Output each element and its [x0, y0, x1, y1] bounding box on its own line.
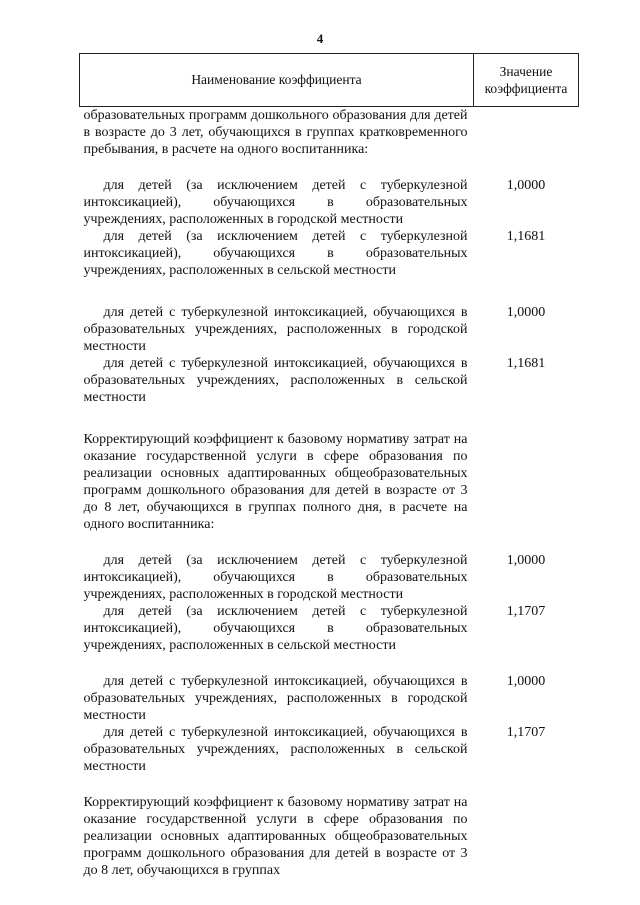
coefficient-name-cell [80, 107, 474, 159]
coefficient-name-cell [80, 304, 474, 355]
page-number: 4 [316, 31, 324, 46]
coefficient-value-cell [474, 304, 579, 355]
item-value: 1,1681 [506, 229, 546, 244]
table-row [80, 355, 579, 406]
coefficient-name-cell [80, 673, 474, 724]
coefficient-value-cell [474, 724, 579, 775]
table-row [80, 431, 579, 533]
spacer-row [80, 775, 579, 794]
item-value: 1,0000 [506, 553, 546, 568]
coefficient-value-cell [474, 228, 579, 279]
item-value: 1,1681 [506, 356, 546, 371]
item-text: для детей с туберкулезной интоксикацией, обучающихся в образовательных учреждениях, расположенных в городской местности [83, 305, 468, 354]
spacer-row [80, 533, 579, 552]
coefficient-value-cell [474, 603, 579, 654]
coefficient-name-cell [80, 794, 474, 879]
spacer-row [80, 406, 579, 431]
item-text: для детей (за исключением детей с туберкулезной интоксикацией), обучающихся в образовательных учреждениях, расположенных в сельской местности [83, 229, 468, 278]
table-row [80, 603, 579, 654]
table-header-row [80, 54, 579, 107]
table-row [80, 107, 579, 159]
coefficient-name-cell [80, 552, 474, 603]
coefficient-name-cell [80, 355, 474, 406]
section-heading-text: Корректирующий коэффициент к базовому нормативу затрат на оказание государственной услуги в сфере образования по реализации основных адаптированных общеобразовательных программ дошкольного образования для детей в возрасте от 3 до 8 лет, обучающихся в группах [83, 795, 468, 878]
item-value: 1,1707 [506, 604, 546, 619]
header-coefficient-name: Наименование коэффициента [80, 54, 474, 107]
table-row [80, 724, 579, 775]
item-value: 1,1707 [506, 725, 546, 740]
coefficient-value-cell [474, 107, 579, 159]
header-value-line2: коэффициента [484, 81, 568, 96]
coefficient-value-cell [474, 673, 579, 724]
coefficient-table [79, 53, 579, 879]
table-row [80, 177, 579, 228]
coefficient-value-cell [474, 431, 579, 533]
header-value-line1: Значение [499, 64, 553, 79]
coefficient-name-cell [80, 603, 474, 654]
coefficient-value-cell [474, 355, 579, 406]
intro-text: образовательных программ дошкольного образования для детей в возрасте до 3 лет, обучающихся в группах кратковременного пребывания, в расчете на одного воспитанника: [83, 108, 468, 157]
table-row [80, 304, 579, 355]
coefficient-value-cell [474, 177, 579, 228]
header-coefficient-value [474, 54, 579, 107]
table-row [80, 794, 579, 879]
item-text: для детей с туберкулезной интоксикацией, обучающихся в образовательных учреждениях, расположенных в сельской местности [83, 356, 468, 405]
spacer-row [80, 158, 579, 177]
item-text: для детей с туберкулезной интоксикацией, обучающихся в образовательных учреждениях, расположенных в городской местности [83, 674, 468, 723]
coefficient-name-cell [80, 431, 474, 533]
table-row [80, 673, 579, 724]
table-row [80, 552, 579, 603]
item-value: 1,0000 [506, 305, 546, 320]
spacer-row [80, 279, 579, 304]
item-text: для детей с туберкулезной интоксикацией, обучающихся в образовательных учреждениях, расположенных в сельской местности [83, 725, 468, 774]
section-heading-text: Корректирующий коэффициент к базовому нормативу затрат на оказание государственной услуги в сфере образования по реализации основных адаптированных общеобразовательных программ дошкольного образования для детей в возрасте от 3 до 8 лет, обучающихся в группах полного дня, в расчете на одного воспитанника: [83, 432, 468, 532]
item-text: для детей (за исключением детей с туберкулезной интоксикацией), обучающихся в образовательных учреждениях, расположенных в городской местности [83, 178, 468, 227]
coefficient-value-cell [474, 552, 579, 603]
table-row [80, 228, 579, 279]
coefficient-name-cell [80, 177, 474, 228]
item-value: 1,0000 [506, 178, 546, 193]
item-text: для детей (за исключением детей с туберкулезной интоксикацией), обучающихся в образовательных учреждениях, расположенных в городской местности [83, 553, 468, 602]
coefficient-name-cell [80, 228, 474, 279]
coefficient-value-cell [474, 794, 579, 879]
coefficient-name-cell [80, 724, 474, 775]
item-value: 1,0000 [506, 674, 546, 689]
spacer-row [80, 654, 579, 673]
item-text: для детей (за исключением детей с туберкулезной интоксикацией), обучающихся в образовательных учреждениях, расположенных в сельской местности [83, 604, 468, 653]
